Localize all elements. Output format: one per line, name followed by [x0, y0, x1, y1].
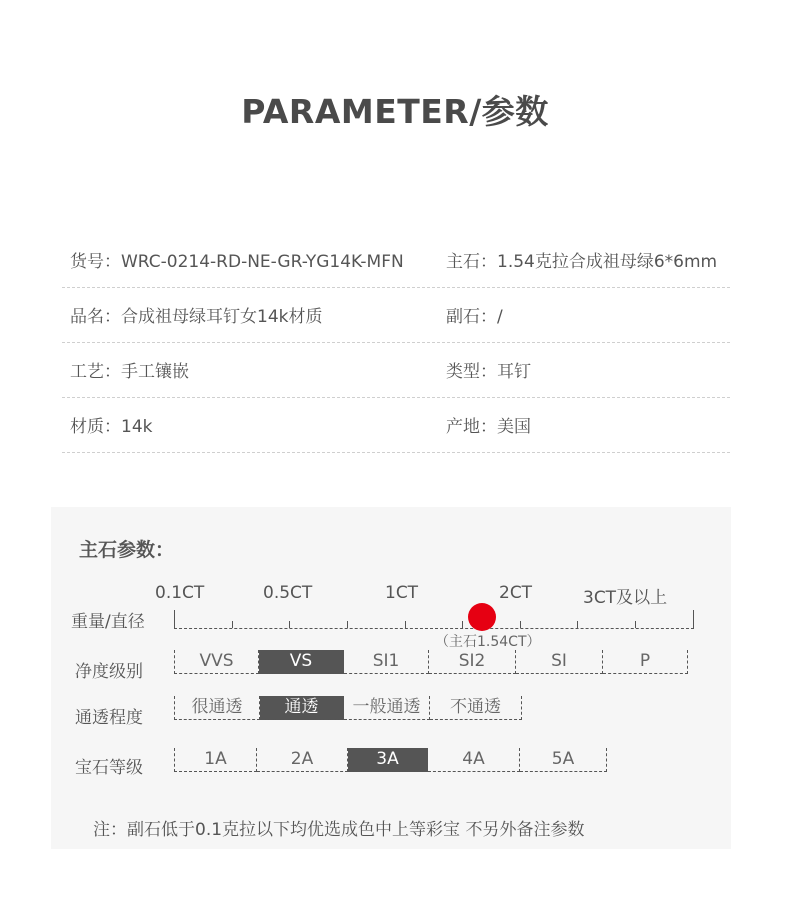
stone-parameter-panel — [51, 507, 731, 849]
main-stone-marker — [468, 603, 496, 631]
weight-tick-label: 0.1CT — [155, 583, 205, 603]
grade-label: 宝石等级 — [75, 758, 143, 778]
weight-tick-label: 1CT — [385, 583, 419, 603]
footnote: 注：副石低于0.1克拉以下均优选成色中上等彩宝 不另外备注参数 — [93, 820, 585, 840]
parameter-table — [62, 233, 730, 453]
transparency-option-clear: 通透 — [260, 696, 344, 720]
param-row — [62, 233, 730, 288]
param-item-sku: 货号：WRC-0214-RD-NE-GR-YG14K-MFN — [70, 252, 404, 272]
param-item-product-name: 品名：合成祖母绿耳钉女14k材质 — [70, 307, 323, 327]
transparency-label: 通透程度 — [75, 708, 143, 728]
ruler-tick — [405, 621, 406, 628]
ruler-tick — [289, 621, 290, 628]
clarity-label: 净度级别 — [75, 662, 143, 682]
grade-option-4a: 4A — [428, 748, 520, 772]
transparency-option-opaque: 不通透 — [430, 696, 522, 720]
clarity-option-vs: VS — [259, 650, 344, 674]
ruler-tick — [462, 621, 463, 628]
weight-label: 重量/直径 — [71, 612, 145, 632]
param-item-origin: 产地：美国 — [446, 417, 531, 437]
grade-option-3a: 3A — [348, 748, 428, 772]
clarity-option-vvs: VVS — [174, 650, 259, 674]
weight-ruler — [174, 610, 694, 629]
clarity-scale — [174, 650, 688, 674]
clarity-option-si: SI — [516, 650, 603, 674]
grade-option-5a: 5A — [520, 748, 607, 772]
grade-option-1a: 1A — [174, 748, 257, 772]
param-row — [62, 343, 730, 398]
weight-tick-label: 2CT — [499, 583, 533, 603]
param-row — [62, 398, 730, 453]
clarity-option-p: P — [603, 650, 688, 674]
clarity-option-si1: SI1 — [344, 650, 429, 674]
clarity-option-si2: SI2 — [429, 650, 516, 674]
param-row — [62, 288, 730, 343]
grade-option-2a: 2A — [257, 748, 348, 772]
transparency-scale — [174, 696, 522, 720]
ruler-tick — [232, 621, 233, 628]
param-item-main-stone: 主石：1.54克拉合成祖母绿6*6mm — [446, 252, 718, 272]
ruler-tick — [577, 621, 578, 628]
grade-scale — [174, 748, 607, 772]
param-item-type: 类型：耳钉 — [446, 362, 531, 382]
ruler-tick — [347, 621, 348, 628]
param-item-side-stone: 副石：/ — [446, 307, 503, 327]
param-item-material: 材质：14k — [70, 417, 153, 437]
weight-tick-label: 0.5CT — [263, 583, 313, 603]
panel-heading: 主石参数： — [79, 539, 175, 561]
transparency-option-very-clear: 很通透 — [174, 696, 260, 720]
transparency-option-normal: 一般通透 — [344, 696, 430, 720]
ruler-tick — [635, 621, 636, 628]
page-title: PARAMETER/参数 — [241, 92, 549, 131]
weight-tick-label: 3CT及以上 — [583, 588, 668, 608]
main-stone-note: （主石1.54CT） — [435, 634, 541, 650]
param-item-craft: 工艺：手工镶嵌 — [70, 362, 189, 382]
ruler-tick — [520, 621, 521, 628]
